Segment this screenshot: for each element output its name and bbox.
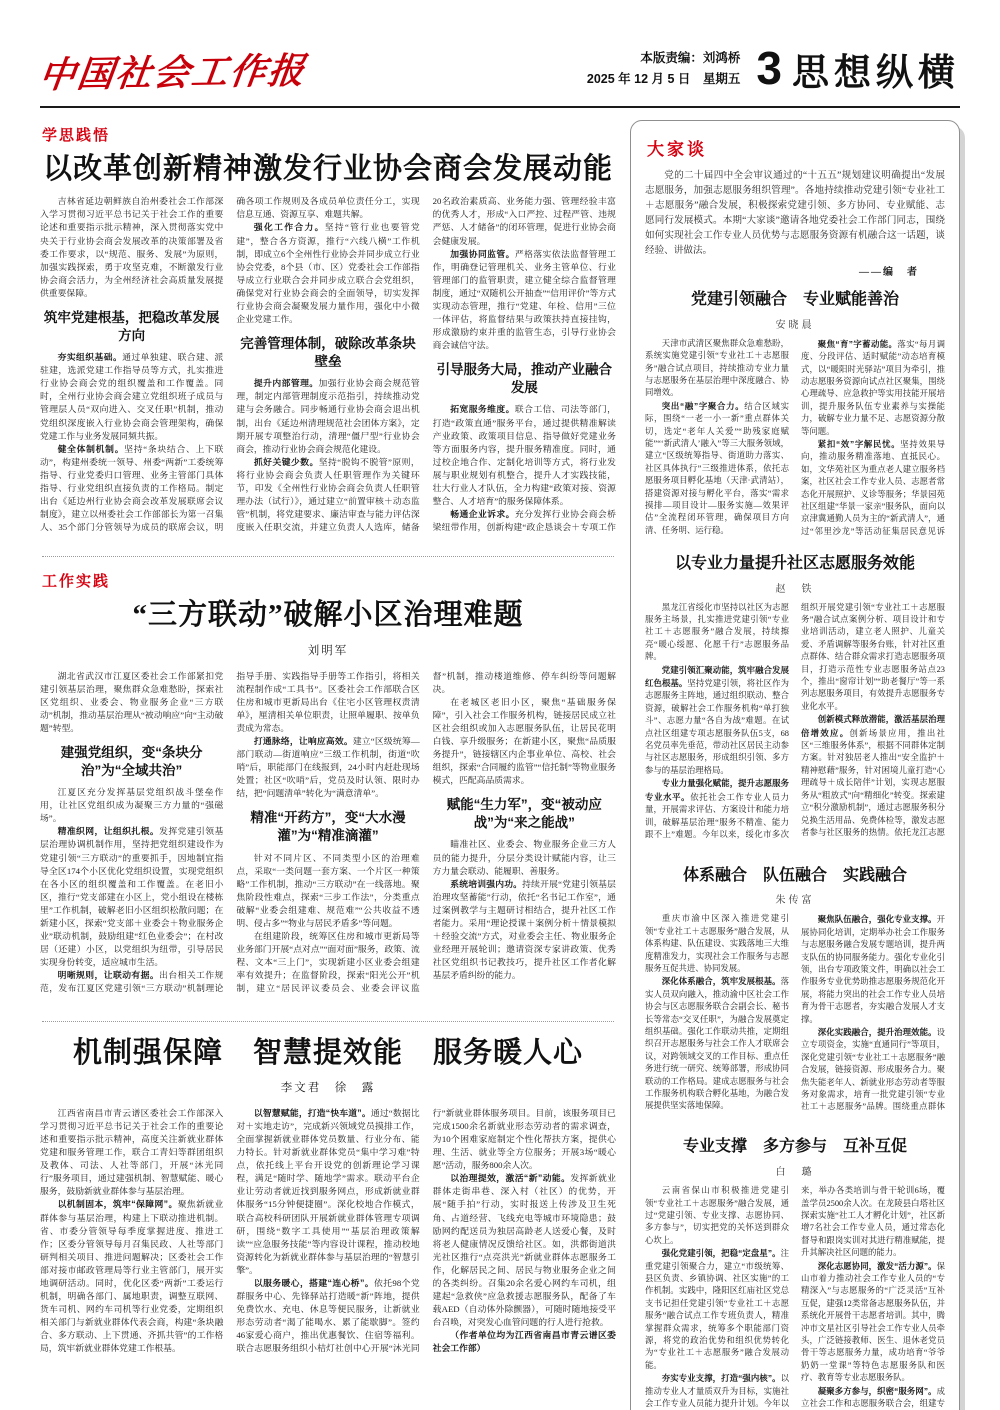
paragraph: 加强协同监管。严格落实依法监督管理工作，明确登记管理机关、业务主管单位、行业管理部门的监管职责，建立健全综合监督管理制度，通过“双随机公开抽查”“信用评价”等方式实现动态管理，推行“党建、年检、信用”三位一体评估，将监督结果与政策扶持直接挂钩，形成激励约束并重的监管生态，引导行业协会商会诚信守法。 xyxy=(432,248,616,351)
sidebar-column xyxy=(630,120,960,1410)
sidebar-editor-sign: ——编 者 xyxy=(859,267,919,278)
paragraph: 明晰规则，让联动有据。出台相关工作规范，发布江夏区党建引领“三方联动”机制理论指导手册、实践指导手册等工作指引，将相关流程制作成“工具书”。区委社会工作部联合区住房和城市更新局出台《住宅小区管理权责清单》，厘清相关单位职责，让照单履职、按单负责成为常态。 xyxy=(40,670,420,994)
paragraph-lead: 健全体制机制。 xyxy=(57,443,125,454)
paragraph-lead: 以机制固本，筑牢“保障网”。 xyxy=(57,1199,178,1210)
paragraph: 畅通企业诉求。充分发挥行业协会商会桥梁纽带作用，创新构建“政企恳谈会＋专项工作 xyxy=(432,509,616,533)
paragraph-lead: 拓宽服务维度。 xyxy=(450,404,515,415)
masthead xyxy=(0,0,1000,106)
sidebar-article-title: 党建引领融合 专业赋能善治 xyxy=(690,291,899,308)
paragraph: 吉林省延边朝鲜族自治州委社会工作部深入学习贯彻习近平总书记关于社会工作的重要论述和重要指示批示精神，深入贯彻落实党中央关于行业协会商会发展改革的决策部署及省委工作要求，以“规范、服务、发展”为原则，加强实践探索，勇于攻坚克难，不断激发行业协会商会活力，为全州经济社会高质量发展提供重要保障。 xyxy=(40,196,224,298)
paragraph: 黑龙江省绥化市坚持以社区为志愿服务主场景，扎实推进党建引领“专业社工＋志愿服务”融合发展，持续擦亮“暖心绥愿、化愿千行”志愿服务品牌。 xyxy=(645,602,789,662)
article-divider xyxy=(42,556,614,557)
paragraph-lead: 畅通企业诉求。 xyxy=(450,509,515,520)
paragraph: 夯实组织基础。通过单独建、联合建、派驻建，选派党建工作指导员等方式，扎实推进行业协会商会党的组织覆盖和工作覆盖。同时，全州行业协会商会建立党组织班子成员与管理层人员“双向进入、交叉任职”机制，推动党组织深度嵌入行业协会商会管理架构，确保党建工作与业务发展同频共振。 xyxy=(40,352,224,441)
paragraph-lead: 精准织网，让组织扎根。 xyxy=(57,826,160,837)
paragraph: 以机制固本，筑牢“保障网”。聚焦新就业群体参与基层治理，构建上下联动推进机制。省、市委分管领导每季度掌握进度、推进工作；区委分管领导每月召集民政、人社等部门研判相关项目、推进问题解决；区委社会工作部对接市邮政管理局等行业主管部门，展开实地调研活动。同时，优化区委“两新”工委运行机制，明确各部门、属地职责，调整互联网、货车司机、网约车司机等行业党委，定期组织相关部门与新就业群体代表会商，构建“条块融合、多方联动、上下贯通、齐抓共管”的工作格局，筑牢新就业群体党建工作根基。 xyxy=(40,1199,224,1354)
newspaper-logo: 中国社会工作报 xyxy=(36,49,309,97)
paragraph-lead: 以服务暖心，搭建“连心桥”。 xyxy=(253,1277,375,1288)
author-attribution: （作者单位均为江西省南昌市青云谱区委社会工作部） xyxy=(432,1330,616,1354)
paragraph-lead: 深化体系融合，筑牢发展根基。 xyxy=(661,976,781,987)
paragraph: 聚焦“育”字蓄动能。落实“每月调度、分段评估、适时赋能”动态培育模式，以“暖阳时光驿站”项目为牵引，推动志愿服务资源向试点社区聚集，围绕心理疏导、应急救护等实用技能开展培训，提升服务队伍专业素养与实操能力，破解专业力量不足、志愿资源分散等问题。 xyxy=(801,338,945,436)
paragraph-lead: 强化工作合力。 xyxy=(253,222,325,233)
paragraph: 在老城区老旧小区，聚焦“基础服务保障”，引入社会工作服务机构，链接居民成立社区社会组织或加入志愿服务队伍，让居民花明白钱、享升级服务；在新建小区，聚焦“品质服务提升”，链接辖区内企事业单位、高校、社会组织，探索“合同履约监管”“信托制”等物业服务模式，匹配高品质需求。 xyxy=(432,696,616,786)
sidebar-items xyxy=(645,290,945,1410)
date-line: 2025 年 12 月 5 日 星期五 xyxy=(586,72,741,86)
sidebar-article-body xyxy=(645,602,945,854)
paragraph: 针对不同片区、不同类型小区的治理难点，采取“一类问题一套方案、一个片区一种策略”工作机制，推动“三方联动”在一线落地。聚焦阶段性难点，探索“三步工作法”，分类重点破解“业委会组建难、规范难”“公共收益不透明、侵占多”“物业与居民矛盾多”等问题。 xyxy=(236,852,420,928)
sidebar-article xyxy=(645,866,945,1126)
paragraph: 创新模式释放潜能，激活基层治理倍增效应。创新场景应用，推出社区“三维服务体系”，根据不同群体定制方案。针对独居老人推出“安全监护＋精神慰藉”服务，针对困境儿童打造“心理疏导＋成长陪伴”计划，实现志愿服务从“粗放式”向“精细化”转变。探索建立“积分激励机制”，通过志愿服务积分兑换生活用品、免费体检等，激发志愿者参与社区服务的热情。依托龙江志愿 xyxy=(801,714,945,837)
sub-headline: 精准“开药方”，变“大水漫灌”为“精准滴灌” xyxy=(250,810,406,843)
article-kicker: 学思践悟 xyxy=(42,127,111,144)
paragraph: 以智慧赋能，打造“快车道”。通过“数据比对＋实地走访”，完成新兴领域党员摸排工作，全面掌握新就业群体党员数量、行业分布、能力特长。针对新就业群体党员“集中学习难”特点，依托线上平台开设党的创新理论学习课程，满足“随时学、随地学”需求。联动平台企业让劳动者就近找到服务网点，形成新就业群体服务“15分钟便捷圈”。深化校地合作模式，联合高校科研团队开展新就业群体管理专项调研，围绕“数字工具使用”“基层治理政策解读”“应急服务技能”等内容设计课程，推动校地资源转化为新就业群体参与基层治理的“智慧引擎”。 xyxy=(236,1107,420,1275)
paragraph-lead: 深化实践融合，提升治理效能。 xyxy=(817,1027,937,1038)
paragraph: 聚焦队伍融合，强化专业支撑。开展协同化培训，定期举办社会工作服务与志愿服务融合发展专题培训，提升两支队伍的协同服务能力。强化专业化引领，出台专项政策文件，明确以社会工作服务专业优势助推志愿服务规范化开展，将能力突出的社会工作专业人员培育为骨干志愿者，夯实融合发展人才支撑。 xyxy=(801,914,945,1024)
paragraph-lead: 专业力量强化赋能，提升志愿服务专业水平。 xyxy=(645,778,789,802)
paragraph-lead: 聚焦“育”字蓄动能。 xyxy=(817,338,898,349)
paragraph-lead: 以治理提效，激活“新”动能。 xyxy=(450,1173,571,1184)
paragraph: 以服务暖心，搭建“连心桥”。依托98个党群服务中心、先锋驿站打造暖“新”阵地，提供免费饮水、充电、休息等便民服务，让新就业形态劳动者“渴了能喝水、累了能歇脚”。签约46家爱心商户，推出优惠餐饮、住宿等福利。联合志愿服务组织小桔灯社创中心开展“沐光同行”新就业群体服务项目。目前，该服务项目已完成1500余名新就业形态劳动者的需求调查，为10个困难家庭制定个性化帮扶方案，提供心理、生活、就业等全方位服务；开展3场“暖心愿”活动，服务800余人次。 xyxy=(236,1107,616,1354)
article-tripartite-linkage xyxy=(40,570,616,1007)
paragraph: 以治理提效，激活“新”动能。发挥新就业群体走街串巷、深入村（社区）的优势，开展“随手拍”行动，实时报送上传涉及卫生死角、占道经营、飞线充电等城市环境隐患；鼓励网约配送员为独居高龄老人送爱心餐，及时将老人健康情况反馈给社区。如，洪都街道洪光社区推行“点亮洪光”新就业群体志愿服务工作，化解居民之间、居民与物业服务企业之间的各类纠纷。召集20余名爱心网约车司机，组建起“急救侠”应急救援志愿服务队，配备了车载AED（自动体外除颤器），可随时随地接受平台召唤，对突发心血管问题的行人进行抢救。 xyxy=(432,1173,616,1328)
article-title: “三方联动”破解小区治理难题 xyxy=(132,599,524,632)
paragraph-lead: 打通脉络，让响应高效。 xyxy=(253,735,353,746)
paragraph: 深化实践融合，提升治理效能。设立专项资金，实施“直通同行”等项目，深化党建引领“专业社工＋志愿服务”融合发展，链接资源、形成服务合力。聚焦失能老年人、新就业形态劳动者等服务对象需求，培育一批党建引领“专业社工＋志愿服务”品牌。围绕重点群体 xyxy=(801,1027,945,1112)
paragraph: 紧扣“效”字解民忧。坚持效果导向，推动服务精准落地、直抵民心。如，文华苑社区为重点老人建立服务档案，社区社会工作专业人员、志愿者常态化开展照护、义诊等服务；华景园苑社区组建“华景一家亲”服务队，面向以京津冀通勤人员为主的“新武清人”，通过“邻里沙龙”等活动征集居民意见诉 xyxy=(801,439,945,536)
article-body xyxy=(40,1107,616,1385)
paragraph: 江西省南昌市青云谱区委社会工作部深入学习贯彻习近平总书记关于社会工作的重要论述和重要指示批示精神，高度关注新就业群体党建和服务管理工作，联合工青妇等群团组织及教体、司法、人社等部门，开展“沐光同行”服务项目，通过建强机制、智慧赋能、暖心服务，鼓励新就业群体参与基层治理。 xyxy=(40,1107,224,1197)
sidebar-article-title: 专业支撑 多方参与 互补互促 xyxy=(682,1138,907,1156)
paragraph: 强化党建引领，把稳“定盘星”。注重党建引领聚合力，建立“市级统筹、县区负责、乡镇协调、社区实施”的工作机制。实践中，隆阳区红庙社区党总支书记担任党建引领“专业社工＋志愿服务”融合试点工作专班负责人，精准掌握群众需求，统筹多个职能部门资源，将党的政治优势和组织优势转化为“专业社工＋志愿服务”融合发展动能。 xyxy=(645,1248,789,1370)
article-kicker: 工作实践 xyxy=(42,573,111,591)
sidebar-intro: 党的二十届四中全会审议通过的“十五五”规划建议明确提出“发展志愿服务，加强志愿服务组织管理”。各地持续推动党建引领“专业社工＋志愿服务”融合发展，积极探索党建引领、多方协同、专业赋能、志愿同行发展模式。本期“大家谈”邀请各地党委社会工作部门同志，围绕如何实现社会工作专业人员优势与志愿服务资源有机融合这一话题，谈经验、讲做法。 xyxy=(645,170,945,256)
main-column xyxy=(40,120,616,1410)
paragraph: 深化志愿协同，激发“活力源”。保山市着力推动社会工作专业人员的“专精深入”与志愿服务的“广泛灵活”互补互促，建强12类常备志愿服务队伍，并系统化开展骨干志愿者培训。其中，腾冲市文星社区引导社会工作专业人员牵头，广泛链接教师、医生、退休老党员骨干等志愿服务力量，成功培育“爷爷奶奶一堂课”等特色志愿服务队和医疗、教育等专业志愿服务队。 xyxy=(801,1260,945,1383)
paragraph-lead: 党建引领汇聚动能，筑牢融合发展红色根基。 xyxy=(645,664,789,689)
page-content xyxy=(0,108,1000,1410)
paragraph-lead: 系统培训强内功。 xyxy=(450,878,523,889)
paragraph: 专业力量强化赋能，提升志愿服务专业水平。依托社会工作专业人员力量，开展需求评估、方案设计和能力培训，破解基层治理“服务不精准、能力跟不上”难题。今年以来，绥化市多次组织开展党建引领“专业社工＋志愿服务”融合试点案例分析、项目设计和专业培训活动，建立老人照护、儿童关爱、矛盾调解等服务台账，针对社区重点群体、结合群众需求打造志愿服务项目，打造示范性专业志愿服务站点23个，推出“窗帘计划”“助老餐厅”等一系列志愿服务项目，有效提升志愿服务专业化水平。 xyxy=(645,602,945,839)
article-title: 以改革创新精神激发行业协会商会发展动能 xyxy=(42,153,613,185)
sidebar-article xyxy=(645,1137,945,1410)
paragraph-lead: 创新模式释放潜能，激活基层治理倍增效应。 xyxy=(801,714,945,738)
article-divider xyxy=(42,1021,614,1022)
article-body xyxy=(40,670,616,1008)
sub-headline: 建强党组织，变“条块分治”为“全域共治” xyxy=(60,744,203,778)
sub-headline: 赋能“生力军”，变“被动应战”为“来之能战” xyxy=(446,797,602,830)
paragraph-lead: 明晰规则，让联动有据。 xyxy=(57,970,160,981)
paragraph-lead: 聚焦队伍融合，强化专业支撑。 xyxy=(817,914,937,925)
paragraph: 突出“融”字聚合力。结合区域实际，围绕“一老一小一新”重点群体关切，选定“老年人关爱”“助残家庭赋能”“‘新武清人’融入”等三大服务领域，建立“区级统筹指导、街道助力落实、社区具体执行”三级推进体系，依托志愿服务项目孵化基地（天津·武清站），搭建资源对接与孵化平台，落实“需求摸排—项目设计—服务实施—效果评估”全流程闭环管理，确保项目方向清、任务明、运行稳。 xyxy=(645,400,789,535)
article-body xyxy=(40,195,616,543)
paragraph: 拓宽服务维度。联合工信、司法等部门，打造“政策直通”服务平台，通过提供精准解读产业政策、政策项目信息、指导做好党建业务等方面服务内容，提升服务精准度。同时，通过校企地合作、定制化培训等方式，将行业发展与职业规划有机整合，提升人才实践技能，壮大行业人才队伍，全力构建“政策对接、资源整合、人才培育”的服务保障体系。 xyxy=(432,404,616,507)
paragraph-lead: 紧扣“效”字解民忧。 xyxy=(817,439,901,450)
sidebar-article-body xyxy=(645,338,945,542)
paragraph-lead: 加强协同监管。 xyxy=(450,248,515,259)
paragraph: 健全体制机制。坚持“条块结合、上下联动”，构建州委统一领导、州委“两新”工委统筹指导、行业党委归口管理、业务主管部门具体指导、行业党组织直接负责的工作格局。制定出台《延边州行业协会商会改革发展联席会议制度》，建立以州委社会工作部部长为第一召集人、35个部门分管领导为成员的联席会议，明确各项工作规则及各成员单位责任分工，实现信息互通、资源互享、难题共解。 xyxy=(40,196,420,533)
sidebar-article-body xyxy=(645,913,945,1125)
sidebar-article-byline: 安晓晨 xyxy=(775,319,815,331)
paragraph: 系统培训强内功。持续开展“党建引领基层治理攻坚蓄能”行动，依托“名书记工作室”，通过案例教学与主题研讨相结合，提升社区工作者能力。采用“理论授课＋案例分析＋情景模拟＋经验交流”方式，对业委会主任、物业服务企业经理开展轮训；邀请资深专家讲政策、优秀社区党组织书记教技巧，提升社区工作者化解基层矛盾纠纷的能力。 xyxy=(432,878,616,981)
article-industry-associations xyxy=(40,124,616,543)
publication-info xyxy=(587,48,741,91)
paragraph: 深化体系融合，筑牢发展根基。落实人员双向融入，推动渝中区社会工作协会与区志愿服务联合会副会长、秘书长等常态“交叉任职”，为融合发展奠定组织基础。强化工作联动共推，定期组织召开志愿服务与社会工作人才联席会议，对跨领域交叉的工作目标、重点任务进行统一研究、统筹部署，形成协同联动的工作格局。建成志愿服务与社会工作服务机构联合孵化基地，为融合发展提供坚实落地保障。 xyxy=(645,976,789,1111)
sidebar-article-title: 以专业力量提升社区志愿服务效能 xyxy=(674,554,915,572)
paragraph-lead: 夯实专业支撑，打造“强内核”。 xyxy=(661,1373,781,1384)
sidebar-article-byline: 朱传富 xyxy=(775,895,815,907)
paragraph: 天津市武清区聚焦群众急难愁盼，系统实施党建引领“专业社工＋志愿服务”融合试点项目，持续推动专业力量与志愿服务在基层治理中深度融合、协同增效。 xyxy=(645,338,789,398)
paragraph-lead: 以智慧赋能，打造“快车道”。 xyxy=(253,1107,371,1118)
paragraph: 江夏区充分发挥基层党组织战斗堡垒作用，让社区党组织成为凝聚三方力量的“强磁场”。 xyxy=(40,787,224,824)
masthead-right xyxy=(587,42,960,96)
everyone-talks-box xyxy=(630,120,960,1410)
article-byline: 刘明军 xyxy=(307,644,349,657)
sidebar-article xyxy=(645,554,945,854)
paragraph: 夯实专业支撑，打造“强内核”。以推动专业人才量质双升为目标，实施社会工作专业人员能力提升计划。今年以来，举办各类培训与骨干轮训6场，覆盖学员2500余人次。在龙陵县白塔社区探索实施“社工人才孵化计划”，社区新增7名社会工作专业人员，通过常态化督导和跟岗实训对其进行精准赋能，提升其解决社区问题的能力。 xyxy=(645,1186,945,1409)
paragraph: 湖北省武汉市江夏区委社会工作部紧扣党建引领基层治理，聚焦群众急难愁盼，探索社区党组织、业委会、物业服务企业“三方联动”机制，推动基层治理从“被动响应”向“主动破题”转型。 xyxy=(40,670,224,733)
sidebar-article-byline: 赵 铁 xyxy=(775,583,815,595)
paragraph-lead: 凝聚多方参与，织密“服务网”。 xyxy=(817,1385,937,1396)
paragraph-lead: 深化志愿协同，激发“活力源”。 xyxy=(817,1260,937,1271)
paragraph: 云南省保山市积极推进党建引领“专业社工＋志愿服务”融合发展，通过“党建引领、专业支撑、志愿协同、多方参与”，切实把党的关怀送到群众心坎上。 xyxy=(645,1186,789,1245)
paragraph: 强化工作合力。坚持“管行业也要管党建”，整合各方资源，推行“六线八横”工作机制，即成立6个全州性行业协会并同步成立行业协会党委，8个县（市、区）党委社会工作部指导成立行业联合会并同步成立联合会党组织，确保党对行业协会商会的全面领导，切实发挥行业协会商会凝聚发展力量作用，强化中小微企业党建工作。 xyxy=(236,222,420,325)
paragraph-lead: 强化党建引领，把稳“定盘星”。 xyxy=(661,1248,781,1259)
paragraph: 打通脉络，让响应高效。建立“区级统筹—部门联动—街道响应”三级工作机制，街道“吹哨”后，职能部门在线报到，24小时内赶赴现场处置；社区“吹哨”后，党员及时认领、限时办结，把“问题清单”转化为“满意清单”。 xyxy=(236,735,420,799)
sidebar-article-body xyxy=(645,1185,945,1410)
sub-headline: 引导服务大局，推动产业融合发展 xyxy=(436,362,613,395)
paragraph-lead: 提升内部管理。 xyxy=(253,378,319,389)
paragraph: 精准织网，让组织扎根。发挥党建引领基层治理协调机制作用，坚持把党组织建设作为党建引领“三方联动”的重要抓手，因地制宜指导全区174个小区优化党组织设置，实现党组织在各小区的组织覆盖和工作覆盖。在老旧小区，推行“党支部建在小区上，党小组设在楼栋里”工作机制，破解老旧小区组织松散问题；在新建小区，探索“党支部＋业委会＋物业服务企业”联动机制，鼓励组建“红色业委会”；在村改居（还建）小区，以党组织为纽带，引导居民实现身份转变，适应城市生活。 xyxy=(40,826,224,968)
paragraph-lead: 抓好关键少数。 xyxy=(253,456,319,467)
sidebar-article xyxy=(645,290,945,542)
paragraph: 瞄准社区、业委会、物业服务企业三方人员的能力提升，分层分类设计赋能内容，让三方力量会联动、能履职、善服务。 xyxy=(432,839,616,876)
paragraph-lead: 突出“融”字聚合力。 xyxy=(661,400,745,411)
sub-headline: 完善管理体制，破除改革条块壁垒 xyxy=(240,336,416,369)
paragraph: 提升内部管理。加强行业协会商会规范管理，制定内部管理制度示范指引，持续推动党建与会务融合。同步畅通行业协会商会退出机制，出台《延边州清理规范社会团体方案》，定期开展专项整治行动，清理“僵尸型”行业协会商会，推动行业协会商会规范化建设。 xyxy=(236,378,420,454)
editor-line: 本版责编：刘鸿桥 xyxy=(640,50,741,65)
paragraph: 党建引领汇聚动能，筑牢融合发展红色根基。坚持党建引领，将社区作为志愿服务主阵地，通过组织联动、整合资源，破解社会工作服务机构“单打独斗”、志愿力量“各自为战”难题。在试点社区组建专项志愿服务队伍5支，68名党员率先垂范，带动社区居民主动参与社区志愿服务，形成组织引领、多方参与的基层治理格局。 xyxy=(645,664,790,775)
page-banner xyxy=(756,42,960,96)
section-title: 思想纵横 xyxy=(792,52,960,93)
article-title: 机制强保障 智慧提效能 服务暖人心 xyxy=(72,1036,583,1069)
paragraph-lead: 夯实组织基础。 xyxy=(57,352,123,363)
sidebar-kicker: 大家谈 xyxy=(647,140,707,159)
sidebar-article-title: 体系融合 队伍融合 实践融合 xyxy=(682,866,907,884)
sub-headline: 筑牢党建根基，把稳改革发展方向 xyxy=(43,310,220,343)
paragraph: 凝聚多方参与，织密“服务网”。成立社会工作和志愿服务联合会，组建专 xyxy=(801,1385,945,1409)
page-number: 3 xyxy=(756,42,782,95)
paragraph: 重庆市渝中区深入推进党建引领“专业社工＋志愿服务”融合发展，从体系构建、队伍建设、实践落地三大维度精准发力，实现社会工作服务与志愿服务互促共进、协同发展。 xyxy=(645,914,789,974)
sidebar-article-byline: 白 璐 xyxy=(775,1167,815,1179)
paragraph: 在组建阶段，统筹区住房和城市更新局等业务部门开展“点对点”“面对面”服务，政策、流程、文本“三上门”，实现新建小区业委会组建率有效提升；在监督阶段，探索“阳光公开”机制，建立“居民评议委员会、业委会评议监督”机制，推动楼道维修、停车纠纷等问题解决。 xyxy=(236,670,616,994)
article-new-employment-groups xyxy=(40,1035,616,1385)
article-byline: 李文君 徐 露 xyxy=(280,1081,376,1094)
paragraph: 抓好关键少数。坚持“脱钩不脱管”原则，将行业协会商会负责人任职管理作为关键环节，印发《全州性行业协会商会负责人任职管理办法（试行）》，通过建立“前置审核＋动态监管”机制，将党建要求、廉洁审查与能力评估深度嵌入任职交流，并建立负责人人选库，储备20名政治素质高、业务能力强、管理经验丰富的优秀人才，形成“入口严控、过程严管、违规严惩、人才储备”的闭环管理，促进行业协会商会健康发展。 xyxy=(236,196,616,533)
